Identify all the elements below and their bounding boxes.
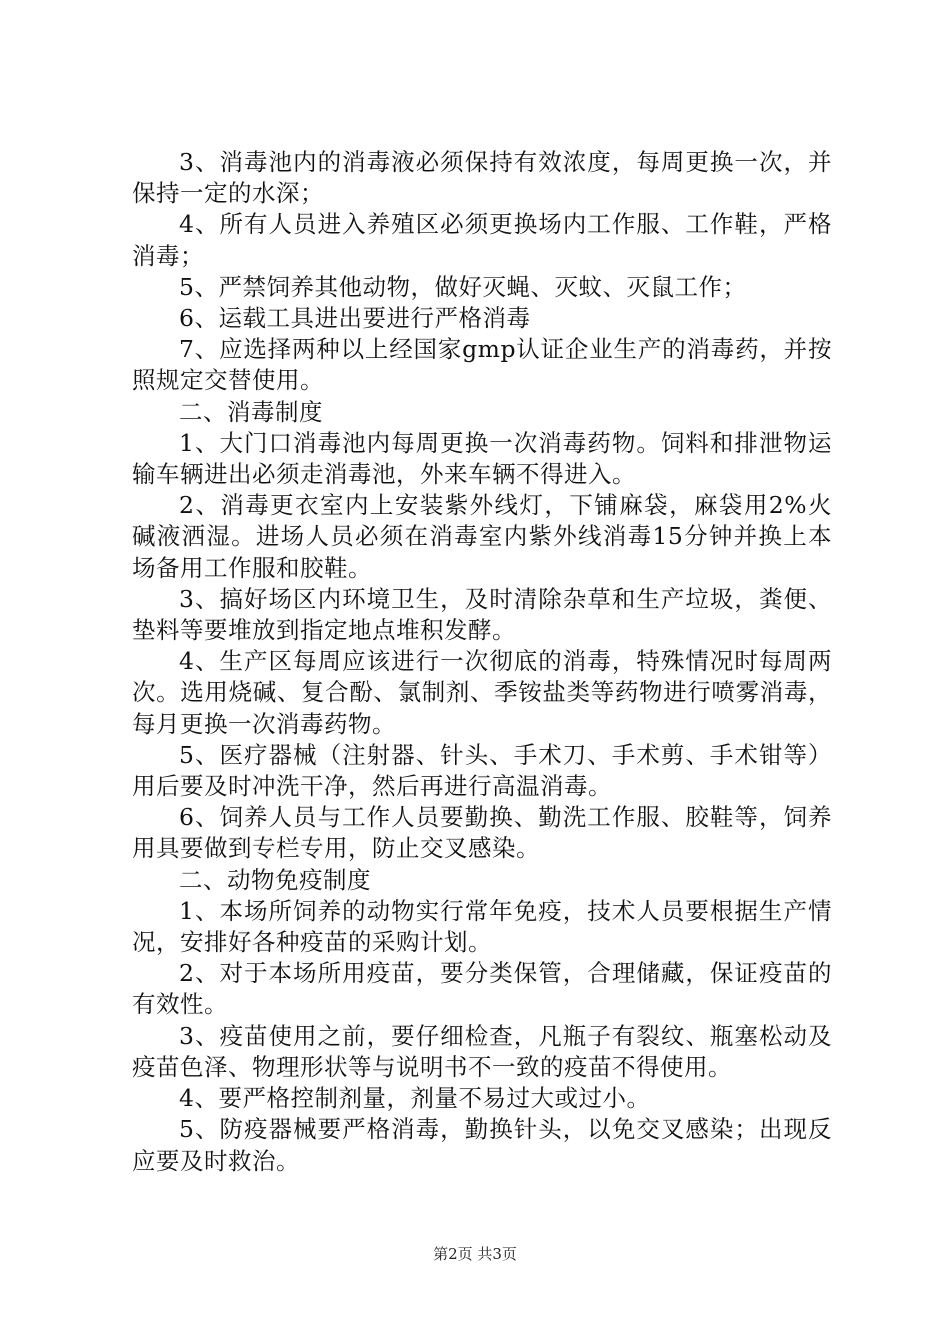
section-heading: 二、动物免疫制度 bbox=[179, 865, 371, 894]
paragraph: 4、要严格控制剂量，剂量不易过大或过小。 bbox=[179, 1084, 651, 1113]
paragraph: 1、大门口消毒池内每周更换一次消毒药物。饲料和排泄物运输车辆进出必须走消毒池，外来车辆不得进入。 bbox=[132, 428, 832, 489]
paragraph: 3、搞好场区内环境卫生，及时清除杂草和生产垃圾，粪便、垫料等要堆放到指定地点堆积发酵。 bbox=[132, 584, 832, 645]
paragraph: 6、饲养人员与工作人员要勤换、勤洗工作服、胶鞋等，饲养用具要做到专栏专用，防止交叉感染。 bbox=[132, 803, 832, 863]
paragraph: 5、防疫器械要严格消毒，勤换针头，以免交叉感染；出现反应要及时救治。 bbox=[132, 1115, 832, 1175]
paragraph: 5、医疗器械（注射器、针头、手术刀、手术剪、手术钳等）用后要及时冲洗干净，然后再进行高温消毒。 bbox=[132, 740, 832, 801]
paragraph: 2、对于本场所用疫苗，要分类保管，合理储藏，保证疫苗的有效性。 bbox=[132, 959, 832, 1019]
paragraph: 2、消毒更衣室内上安装紫外线灯，下铺麻袋，麻袋用2%火碱液洒湿。进场人员必须在消毒室内紫外线消毒15分钟并换上本场备用工作服和胶鞋。 bbox=[132, 491, 832, 582]
page-number-footer: 第2页 共3页 bbox=[433, 1245, 517, 1263]
paragraph: 1、本场所饲养的动物实行常年免疫，技术人员要根据生产情况，安排好各种疫苗的采购计划。 bbox=[132, 896, 832, 957]
paragraph: 6、运载工具进出要进行严格消毒 bbox=[179, 304, 531, 333]
paragraph: 5、严禁饲养其他动物，做好灭蝇、灭蚊、灭鼠工作； bbox=[179, 272, 747, 301]
paragraph: 7、应选择两种以上经国家gmp认证企业生产的消毒药，并按照规定交替使用。 bbox=[132, 335, 832, 395]
section-heading: 二、消毒制度 bbox=[179, 397, 323, 426]
paragraph: 4、生产区每周应该进行一次彻底的消毒，特殊情况时每周两次。选用烧碱、复合酚、氯制剂、季铵盐类等药物进行喷雾消毒，每月更换一次消毒药物。 bbox=[132, 647, 832, 738]
paragraph: 3、疫苗使用之前，要仔细检查，凡瓶子有裂纹、瓶塞松动及疫苗色泽、物理形状等与说明书不一致的疫苗不得使用。 bbox=[132, 1021, 832, 1081]
document-body bbox=[132, 147, 832, 1177]
paragraph: 3、消毒池内的消毒液必须保持有效浓度，每周更换一次，并保持一定的水深； bbox=[132, 148, 832, 208]
paragraph: 4、所有人员进入养殖区必须更换场内工作服、工作鞋，严格消毒； bbox=[132, 210, 832, 270]
